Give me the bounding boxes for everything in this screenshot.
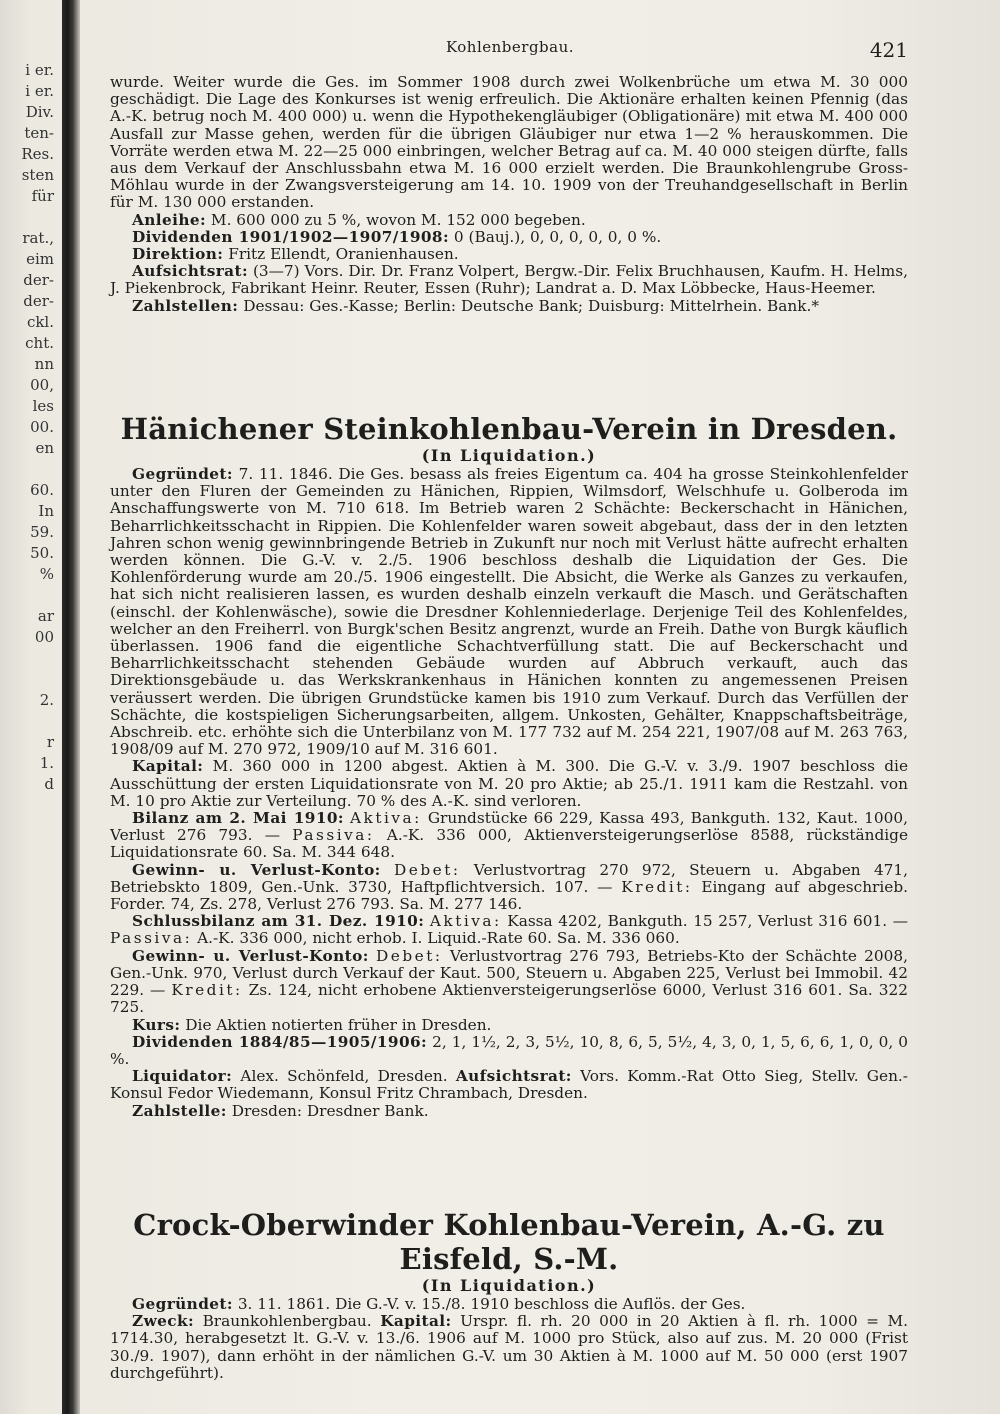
zahlstelle-text: Dresden: Dresdner Bank. — [231, 1101, 429, 1120]
bilanz-entry — [110, 810, 908, 862]
margin-fragment — [0, 963, 58, 984]
margin-fragment: en — [35, 439, 54, 457]
margin-fragment: für — [31, 187, 54, 205]
margin-fragment — [0, 711, 58, 732]
gegruendet-entry — [110, 466, 908, 758]
adjacent-page-fragments — [0, 60, 58, 1236]
margin-fragment: 2. — [39, 691, 54, 709]
margin-fragment: 00. — [30, 418, 54, 436]
margin-fragment — [0, 900, 58, 921]
zweck-text: Braunkohlenbergbau. — [202, 1312, 372, 1331]
dividenden-label: Dividenden 1884/85—1905/1906: — [132, 1032, 428, 1051]
margin-fragment: 00, — [30, 376, 54, 394]
margin-fragment — [0, 858, 58, 879]
zahlstellen-entry — [110, 298, 908, 315]
margin-fragment: 59. — [30, 523, 54, 541]
kapital-text: Urspr. fl. rh. 20 000 in 20 Aktien à fl. rh. 1000 = M. 1714.30, herabgesetzt lt. G.-V. v. 13./6. 1906 auf M. 1000 pro Stück, also auf zus. M. 20 000 (Frist 30./9. 1907), dann erhöht in der nämlichen G.-V. um 30 Aktien à M. 1000 auf M. 50 000 (erst 1907 durchgeführt). — [110, 1312, 908, 1382]
bilanz-label: Bilanz am 2. Mai 1910: — [132, 809, 344, 828]
margin-fragment: nn — [34, 355, 54, 373]
margin-fragment — [0, 648, 58, 669]
guv-label: Gewinn- u. Verlust-Konto: — [132, 946, 369, 965]
company-title: Hänichener Steinkohlenbau-Verein in Dresden. — [120, 412, 898, 446]
aktiva-label: Aktiva: — [429, 912, 502, 931]
aktiva-text: Kassa 4202, Bankguth. 15 257, Verlust 316 601. — — [507, 912, 909, 931]
aufsichtsrat-text: Vors. Komm.-Rat Otto Sieg, Stellv. Gen.-Konsul Fedor Wiedemann, Konsul Fritz Chrambach, Dresden. — [110, 1067, 908, 1103]
anleihe-label: Anleihe: — [132, 210, 207, 229]
kredit-text: Zs. 124, nicht erhobene Aktienversteigerungserlöse 6000, Verlust 316 601. Sa. 322 725. — [110, 981, 908, 1017]
margin-fragment: sten — [21, 166, 54, 184]
anleihe-entry — [110, 212, 908, 229]
liquidation-subtitle: (In Liquidation.) — [421, 446, 597, 465]
running-head: Kohlenbergbau. — [445, 38, 575, 56]
gegruendet-entry — [110, 1296, 908, 1313]
margin-fragment — [0, 207, 58, 228]
page-number: 421 — [869, 38, 908, 62]
margin-fragment — [0, 1068, 58, 1089]
margin-fragment: cht. — [25, 334, 54, 352]
section-continued-entry — [110, 74, 908, 315]
margin-fragment: der- — [23, 271, 54, 289]
kapital-entry — [110, 758, 908, 810]
liquidator-label: Liquidator: — [132, 1067, 233, 1086]
margin-fragment: ten- — [24, 124, 54, 142]
zweck-kapital-entry — [110, 1313, 908, 1382]
gegruendet-label: Gegründet: — [132, 465, 233, 483]
body-paragraph: wurde. Weiter wurde die Ges. im Sommer 1908 durch zwei Wolkenbrüche um etwa M. 30 000 geschädigt. Die Lage des Konkurses ist wenig erfreulich. Die Aktionäre erhalten keinen Pfennig (das A.-K. betrug noch M. 400 000) u. wenn die Hypothekengläubiger (Obligationäre) mit etwa M. 400 000 Ausfall zur Masse gehen, werden für die übrigen Gläubiger nur etwa 1—2 % herauskommen. Die Vorräte werden etwa M. 22—25 000 einbringen, welcher Betrag auf ca. M. 40 000 steigen dürfte, falls aus dem Verkauf der Anschlussbahn etwa M. 16 000 erzielt werden. Die Braunkohlengrube Gross-Möhlau wurde in der Zwangsversteigerung am 14. 10. 1909 von der Treuhandgesellschaft in Berlin für M. 130 000 erstanden. — [110, 73, 908, 212]
direktion-entry — [110, 246, 908, 263]
anleihe-text: M. 600 000 zu 5 %, wovon M. 152 000 begeben. — [210, 210, 586, 229]
liquidation-subtitle: (In Liquidation.) — [421, 1276, 597, 1295]
debet-text: Verlustvortrag 270 972, Steuern u. Abgaben 471, Betriebskto 1809, Gen.-Unk. 3730, Haftpflichtversich. 107. — — [110, 860, 909, 896]
margin-fragment: Res. — [21, 145, 54, 163]
dividenden-text: 2, 1, 1½, 2, 3, 5½, 10, 8, 6, 5, 5½, 4, 3, 0, 1, 5, 6, 6, 1, 0, 0, 0 %. — [110, 1032, 908, 1068]
guv-label: Gewinn- u. Verlust-Konto: — [132, 860, 381, 879]
kurs-entry — [110, 1017, 908, 1034]
zahlstelle-label: Zahlstelle: — [132, 1101, 227, 1120]
margin-fragment: i er. — [25, 82, 54, 100]
margin-fragment: 60. — [30, 481, 54, 499]
margin-fragment: les — [32, 397, 54, 415]
kurs-label: Kurs: — [132, 1015, 181, 1034]
kredit-text: Eingang auf abgeschrieb. Forder. 74, Zs. 278, Verlust 276 793. Sa. M. 277 146. — [110, 877, 908, 914]
margin-fragment: eim — [26, 250, 54, 268]
margin-fragment: d — [44, 775, 54, 793]
page-header — [110, 38, 910, 64]
margin-fragment: In — [38, 502, 54, 520]
margin-fragment — [0, 879, 58, 900]
company-title: Crock-Oberwinder Kohlenbau-Verein, A.-G. zu Eisfeld, S.-M. — [133, 1208, 885, 1276]
margin-fragment: i er. — [25, 61, 54, 79]
margin-fragment: ckl. — [26, 313, 54, 331]
margin-fragment — [0, 1005, 58, 1026]
aktiva-text: Grundstücke 66 229, Kassa 493, Bankguth. 132, Kaut. 1000, Verlust 276 793. — — [110, 809, 908, 845]
margin-fragment — [0, 921, 58, 942]
zweck-label: Zweck: — [132, 1312, 195, 1331]
margin-fragment: Div. — [25, 103, 54, 121]
schlussbilanz-label: Schlussbilanz am 31. Dez. 1910: — [132, 912, 425, 931]
margin-fragment — [0, 984, 58, 1005]
zahlstelle-entry — [110, 1103, 908, 1120]
kurs-text: Die Aktien notierten früher in Dresden. — [185, 1015, 492, 1034]
dividenden-text: 0 (Bauj.), 0, 0, 0, 0, 0, 0 %. — [453, 227, 662, 246]
margin-fragment — [0, 1110, 58, 1131]
margin-fragment: 50. — [30, 544, 54, 562]
kapital-text: M. 360 000 in 1200 abgest. Aktien à M. 300. Die G.-V. v. 3./9. 1907 beschloss die Ausschüttung der ersten Liquidationsrate von M. 20 pro Aktie; ab 25./1. 1911 kam die Restzahl. von M. 10 pro Aktie zur Verteilung. 70 % des A.-K. sind verloren. — [110, 757, 909, 810]
kredit-label: Kredit: — [621, 877, 693, 896]
margin-fragment — [0, 1152, 58, 1173]
margin-fragment — [0, 1194, 58, 1215]
gegruendet-text: 7. 11. 1846. Die Ges. besass als freies Eigentum ca. 404 ha grosse Steinkohlenfelder unter den Fluren der Gemeinden zu Hänichen, Rippien, Wilmsdorf, Welschhufe u. Golberoda im Anschaffungswerte von M. 710 618. Im Betrieb waren 2 Schächte: Beckerschacht in Hänichen, Beharrlichkeitsschacht in Rippien. Die Kohlenfelder waren soweit abgebaut, dass der in den letzten Jahren schon wenig gewinnbringende Betrieb in Zukunft nur noch mit Verlust hätte aufrecht erhalten werden können. Die G.-V. v. 2./5. 1906 beschloss deshalb die Liquidation der Ges. Die Kohlenförderung wurde am 20./5. 1906 eingestellt. Die Absicht, die Werke als Ganzes zu verkaufen, hat sich nicht realisieren lassen, es wurden deshalb einzeln verkauft die Masch. und Gerätschaften (einschl. der Kohlenwäsche), sowie die Dresdner Kohlenniederlage. Derjenige Teil des Kohlenfeldes, welcher an den Freiherrl. von Burgk'schen Besitz angrenzt, wurde an Freih. Dathe von Burgk käuflich überlassen. 1906 fand die eigentliche Schachtverfüllung statt. Die auf Beckerschacht und Beharrlichkeitsschacht stehenden Gebäude wurden auf Abbruch verkauft, auch das Direktionsgebäude u. das Werkskrankenhaus in Hänichen konnten zu angemessenen Preisen veräussert werden. Die übrigen Grundstücke kamen bis 1910 zum Verkauf. Durch das Verfüllen der Schächte, die kostspieligen Sicherungsarbeiten, allgem. Unkosten, Gehälter, Knappschaftsbeiträge, Abschreib. etc. erhöhte sich die Unterbilanz von M. 177 732 auf M. 254 221, 1907/08 auf M. 263 763, 1908/09 auf M. 270 972, 1909/10 auf M. 316 601. — [110, 465, 908, 759]
margin-fragment — [0, 942, 58, 963]
margin-fragment — [0, 585, 58, 606]
aufsichtsrat-label: Aufsichtsrat: — [455, 1067, 572, 1086]
zahlstellen-label: Zahlstellen: — [132, 296, 239, 315]
dividenden-label: Dividenden 1901/1902—1907/1908: — [132, 227, 450, 246]
margin-fragment — [0, 1215, 58, 1236]
margin-fragment: rat., — [22, 229, 54, 247]
liquidator-entry — [110, 1068, 908, 1102]
margin-fragment: ar — [37, 607, 54, 625]
margin-fragment — [0, 1131, 58, 1152]
debet-text: Verlustvortrag 276 793, Betriebs-Kto der Schächte 2008, Gen.-Unk. 970, Verlust durch Verkauf der Kaut. 500, Steuern u. Abgaben 225, Verlust bei Immobil. 42 229. — — [110, 946, 908, 1000]
margin-fragment — [0, 795, 58, 816]
margin-fragment — [0, 1173, 58, 1194]
passiva-label: Passiva: — [292, 826, 375, 845]
guv-entry-1 — [110, 862, 908, 914]
schlussbilanz-entry — [110, 913, 908, 947]
margin-fragment — [0, 1047, 58, 1068]
aktiva-label: Aktiva: — [350, 809, 422, 828]
margin-fragment: der- — [23, 292, 54, 310]
passiva-label: Passiva: — [110, 929, 193, 948]
margin-fragment: 00 — [34, 628, 54, 646]
margin-fragment — [0, 816, 58, 837]
debet-label: Debet: — [376, 946, 443, 965]
debet-label: Debet: — [394, 860, 461, 879]
book-gutter — [62, 0, 80, 1414]
margin-fragment — [0, 837, 58, 858]
margin-fragment: 1. — [39, 754, 54, 772]
section-haenichener — [110, 412, 908, 1120]
margin-fragment: r — [46, 733, 54, 751]
margin-fragment — [0, 459, 58, 480]
margin-fragment: % — [39, 565, 54, 583]
dividenden-entry — [110, 229, 908, 246]
dividenden-entry — [110, 1034, 908, 1068]
aufsichtsrat-text: (3—7) Vors. Dir. Dr. Franz Volpert, Bergw.-Dir. Felix Bruchhausen, Kaufm. H. Helms, J. Piekenbrock, Fabrikant Heinr. Reuter, Essen (Ruhr); Landrat a. D. Max Löbbecke, Haus-Heemer. — [110, 262, 908, 298]
aufsichtsrat-label: Aufsichtsrat: — [132, 262, 248, 281]
direktion-label: Direktion: — [132, 245, 224, 264]
gegruendet-text: 3. 11. 1861. Die G.-V. v. 15./8. 1910 beschloss die Auflös. der Ges. — [237, 1295, 746, 1313]
liquidator-text: Alex. Schönfeld, Dresden. — [240, 1067, 448, 1086]
kredit-label: Kredit: — [171, 981, 243, 1000]
direktion-text: Fritz Ellendt, Oranienhausen. — [228, 245, 459, 264]
passiva-text: A.-K. 336 000, Aktienversteigerungserlöse 8588, rückständige Liquidationsrate 60. Sa. M. 344 648. — [110, 826, 908, 862]
kapital-label: Kapital: — [380, 1312, 452, 1331]
gegruendet-label: Gegründet: — [132, 1295, 233, 1313]
zahlstellen-text: Dessau: Ges.-Kasse; Berlin: Deutsche Bank; Duisburg: Mittelrhein. Bank.* — [243, 296, 820, 315]
margin-fragment — [0, 1089, 58, 1110]
passiva-text: A.-K. 336 000, nicht erhob. I. Liquid.-Rate 60. Sa. M. 336 060. — [197, 929, 680, 948]
margin-fragment — [0, 1026, 58, 1047]
aufsichtsrat-entry — [110, 263, 908, 297]
kapital-label: Kapital: — [132, 757, 204, 776]
guv-entry-2 — [110, 948, 908, 1017]
margin-fragment — [0, 669, 58, 690]
section-crock-oberwinder — [110, 1208, 908, 1382]
